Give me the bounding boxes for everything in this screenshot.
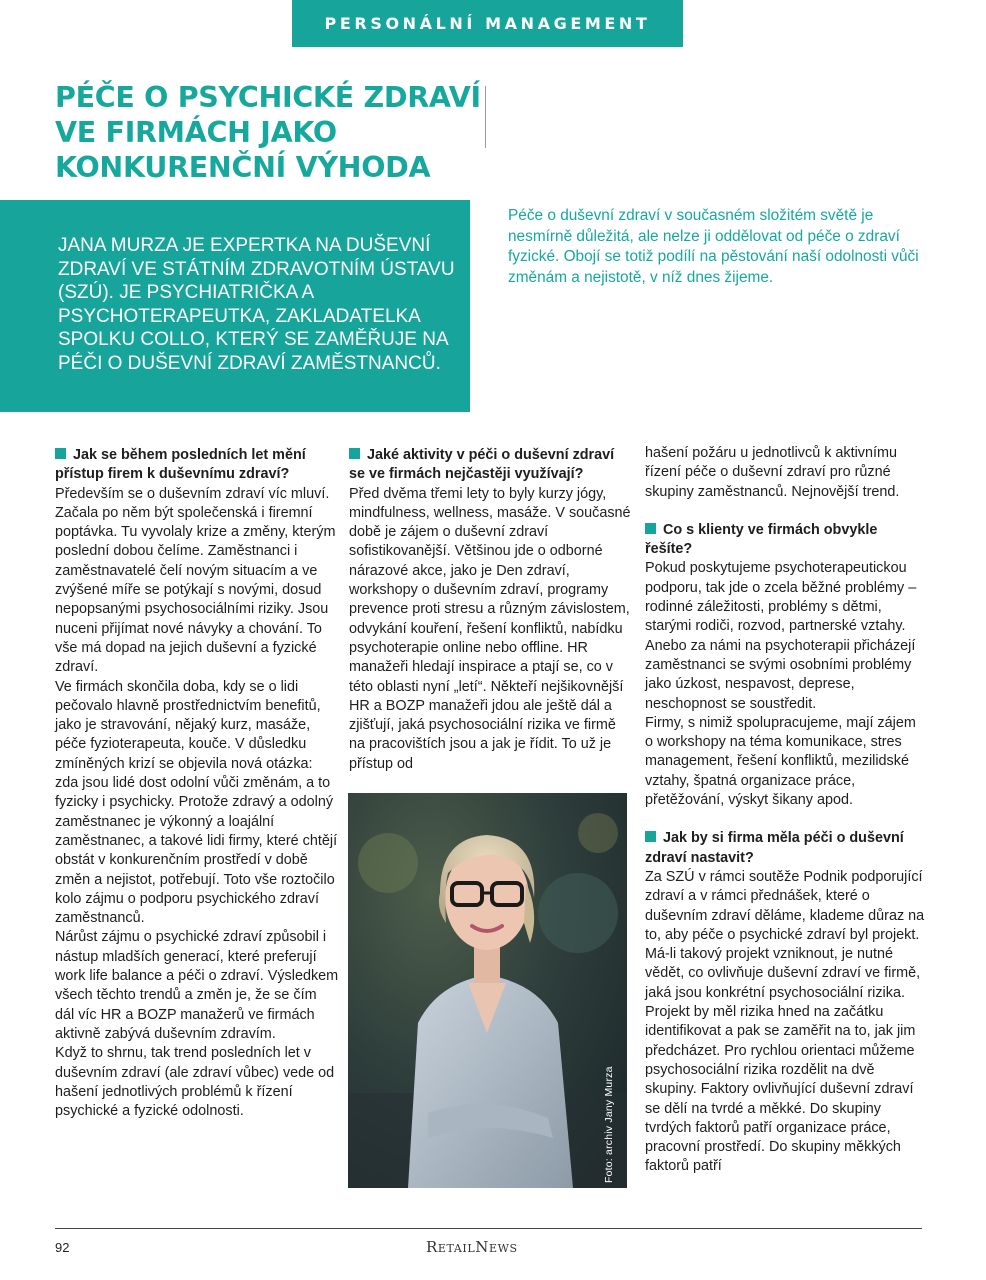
- paragraph: Ve firmách skončila doba, kdy se o lidi pečovalo hlavně prostřednictvím benefitů, jako je stravování, nějaký kurz, masáže, péče fyzioterapeuta, kouče. V důsledku zmíněných krizí se objevila nová otázka: zda jsou lidé dost odolní vůči změnám, a to fyzicky i psychicky. Protože zdravý a odolný zaměstnanec je výkonný a loajální zaměstnanec, a takové lidi firmy, které chtějí obstát v konkurenčním prostředí v době změn a nejistot, potřebují. Toto vše roztočilo kolo zájmu o podporu psychického zdraví zaměstnanců.: [55, 678, 338, 927]
- portrait-photo: [348, 793, 627, 1188]
- question-heading: [349, 446, 633, 485]
- section-label: PERSONÁLNÍ MANAGEMENT: [292, 0, 683, 47]
- paragraph: hašení požáru u jednotlivců k aktivnímu řízení péče o duševní zdraví pro různé skupiny zaměstnanců. Nejnovější trend.: [645, 445, 900, 500]
- paragraph: Před dvěma třemi lety to byly kurzy jógy, mindfulness, wellness, masáže. V současné době je zájem o duševní zdraví sofistikovanější. Většinou jde o odborné nárazové akce, jako je Den zdraví, workshopy o duševním zdraví, programy prevence proti stresu a různým závislostem, odvykání kouření, řešení konfliktů, nabídku psychoterapie online nebo offline. HR manažeři hledají inspirace a ptají se, co v této oblasti nyní „letí“. Někteří nejšikovnější HR a BOZP manažeři jdou ale ještě dál a zjišťují, jaká psychosociální rizika ve firmě na pracovištích jsou a jak je řídit. To už je přístup od: [349, 485, 631, 772]
- retailnews-logo: RetailNews: [426, 1238, 518, 1256]
- paragraph: Především se o duševním zdraví víc mluví. Začala po něm být společenská i firemní poptávka. Tu vyvolaly krize a změny, kterým poslední dobou čelíme. Zaměstnanci i zaměstnavatelé čelí novým situacím a ve zvýšené míře se potýkají s novými, dosud nepopsanými psychosociálními riziky. Jsou nuceni přijímat nové návyky a chování. To vše má dopad na jejich duševní a fyzické zdraví.: [55, 485, 336, 676]
- intro-text: Péče o duševní zdraví v současném složitém světě je nesmírně důležitá, ale nelze ji oddělovat od péče o zdraví fyzické. Obojí se totiž podílí na pěstování naší odolnosti vůči změnám a nejistotě, v níž dnes žijeme.: [508, 207, 919, 286]
- square-bullet-icon: [349, 448, 360, 459]
- paragraph: Nárůst zájmu o psychické zdraví způsobil i nástup mladších generací, které preferují work life balance a péči o zdraví. Výsledkem všech těchto trendů a změn je, že se čím dál víc HR a BOZP manažerů ve firmách aktivně zabývá duševním zdravím.: [55, 929, 339, 1042]
- question-text: Co s klienty ve firmách obvykle řešíte?: [645, 521, 878, 558]
- photo-credit: Foto: archiv Jany Murza: [603, 1066, 615, 1183]
- square-bullet-icon: [55, 448, 66, 459]
- portrait-illustration: [348, 793, 627, 1188]
- square-bullet-icon: [645, 523, 656, 534]
- column-3: [645, 444, 927, 1177]
- spacer: [645, 810, 927, 829]
- spacer: [645, 502, 927, 521]
- question-text: Jaké aktivity v péči o duševní zdraví se ve firmách nejčastěji využívají?: [349, 447, 615, 483]
- page-number: 92: [55, 1240, 70, 1255]
- article-title: PÉČE O PSYCHICKÉ ZDRAVÍ VE FIRMÁCH JAKO KONKURENČNÍ VÝHODA: [55, 81, 481, 184]
- footer-divider: [55, 1228, 922, 1229]
- lead-text: JANA MURZA JE EXPERTKA NA DUŠEVNÍ ZDRAVÍ VE STÁTNÍM ZDRAVOTNÍM ÚSTAVU (SZÚ). JE PSYCHIATRIČKA A PSYCHOTERAPEUTKA, ZAKLADATELKA SPOLKU COLLO, KTERÝ SE ZAMĚŘUJE NA PÉČI O DUŠEVNÍ ZDRAVÍ ZAMĚSTNANCŮ.: [58, 235, 455, 374]
- question-text: Jak by si firma měla péči o duševní zdraví nastavit?: [645, 830, 904, 866]
- question-heading: [645, 521, 927, 560]
- column-2: [349, 446, 633, 774]
- question-text: Jak se během posledních let mění přístup firem k duševnímu zdraví?: [55, 447, 306, 483]
- title-divider: [485, 86, 486, 148]
- question-heading: [645, 829, 927, 868]
- paragraph: Firmy, s nimiž spolupracujeme, mají zájem o workshopy na téma komunikace, stres management, řešení konfliktů, mezilidské vztahy, špatná organizace práce, přetěžování, výskyt šikany apod.: [645, 714, 916, 809]
- paragraph: Pokud poskytujeme psychoterapeutickou podporu, tak jde o zcela běžné problémy – rodinné záležitosti, problémy s dětmi, starými rodiči, rozvod, partnerské vztahy. Anebo za námi na psychoterapii přicházejí zaměstnanci se svými osobními problémy jako úzkost, nespavost, deprese, neschopnost se soustředit.: [645, 560, 917, 712]
- square-bullet-icon: [645, 831, 656, 842]
- paragraph: Za SZÚ v rámci soutěže Podnik podporující zdraví a v rámci přednášek, které o duševním zdraví děláme, klademe důraz na to, aby péče o psychické zdraví byl projekt. Má-li takový projekt vzniknout, je nutné vědět, co ovlivňuje duševní zdraví ve firmě, jaká jsou konkrétní psychosociální rizika. Projekt by měl rizika hned na začátku identifikovat a pak se zaměřit na to, jak jim předcházet. Pro rychlou orientaci můžeme psychosociální rizika rozdělit na dvě skupiny. Faktory ovlivňující duševní zdraví se dělí na tvrdé a měkké. Do skupiny tvrdých faktorů patří organizace práce, pracovní prostředí. Do skupiny měkkých faktorů patří: [645, 868, 925, 1175]
- paragraph: Když to shrnu, tak trend posledních let v duševním zdraví (ale zdraví vůbec) vede od hašení jednotlivých problémů k řízení psychické a fyzické odolnosti.: [55, 1045, 335, 1120]
- question-heading: [55, 446, 339, 485]
- column-1: [55, 446, 339, 1121]
